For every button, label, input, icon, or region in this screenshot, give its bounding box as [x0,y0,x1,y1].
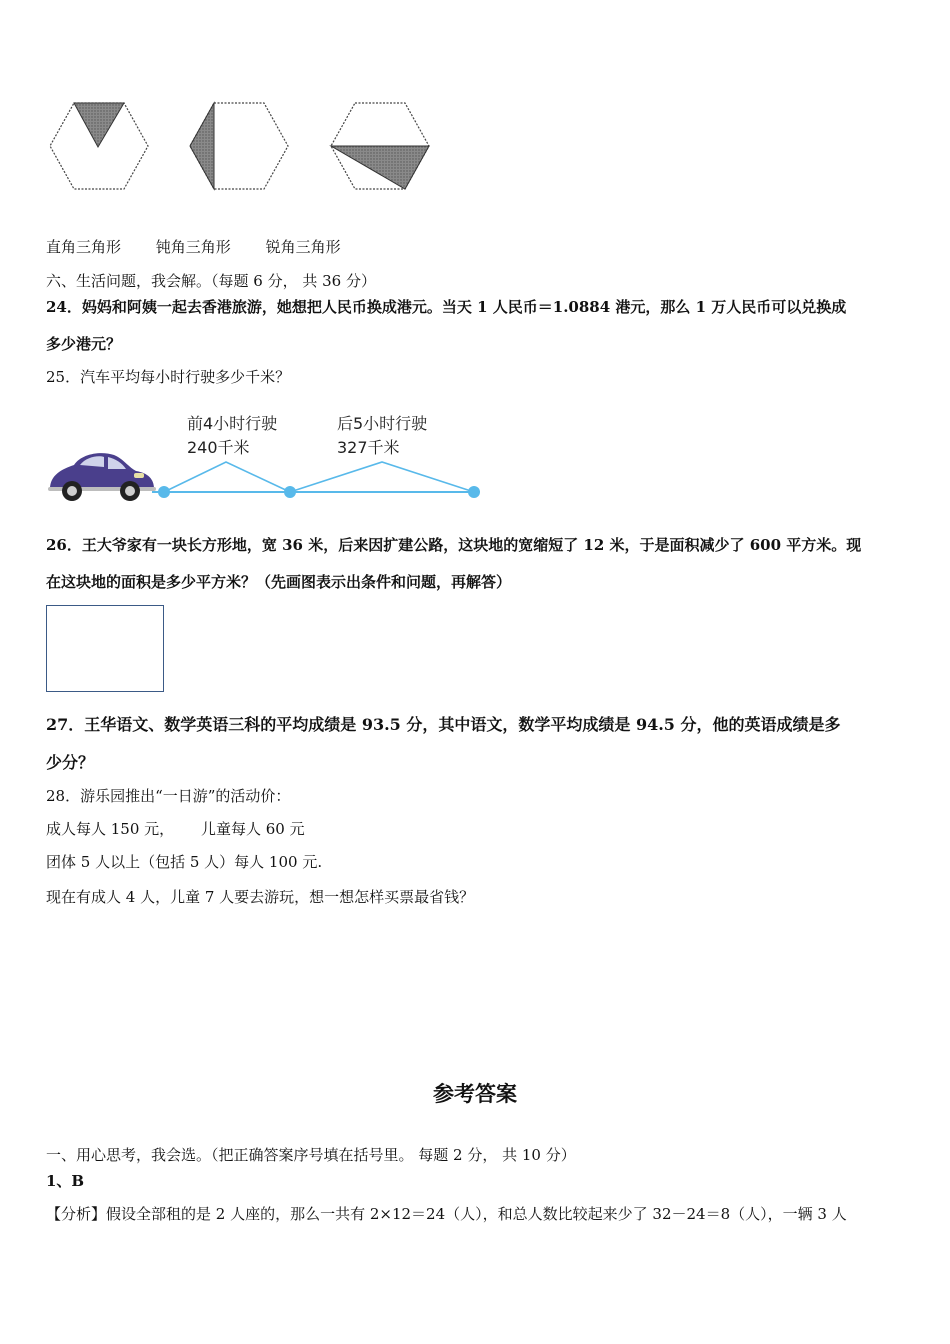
hexagon-label-2: 钝角三角形 [155,238,231,256]
question-25: 25．汽车平均每小时行驶多少千米？ [46,368,291,386]
end-point [468,486,480,498]
question-28-line-2 [46,818,305,839]
middle-point [284,486,296,498]
question-24-line-2: 多少港元？ [46,335,122,353]
car-icon [48,453,156,501]
section-6-heading: 六、生活问题，我会解。（每题 6 分， 共 36 分） [46,272,376,290]
child-price: 儿童每人 60 元 [200,820,305,838]
question-24-line-1: 24．妈妈和阿姨一起去香港旅游，她想把人民币换成港元。当天 1 人民币＝1.0884 港元，那么 1 万人民币可以兑换成 [46,298,847,316]
road-diagram [44,445,494,510]
hexagon-label-1: 直角三角形 [46,238,122,256]
hexagon-3 [331,103,429,189]
drawing-box [46,605,164,692]
question-26-line-2: 在这块地的面积是多少平方米？（先画图表示出条件和问题，再解答） [46,573,512,591]
segment-2-hours: 后5小时行驶 [337,414,428,433]
answers-section-1-heading: 一、用心思考，我会选。（把正确答案序号填在括号里。 每题 2 分， 共 10 分） [46,1146,576,1164]
question-28-line-3: 团体 5 人以上（包括 5 人）每人 100 元. [46,853,323,871]
hexagon-2 [190,103,288,189]
answers-title: 参考答案 [433,1081,517,1106]
question-28-line-4: 现在有成人 4 人，儿童 7 人要去游玩，想一想怎样买票最省钱？ [46,888,475,906]
adult-price: 成人每人 150 元， [46,820,175,838]
answer-1-analysis: 【分析】假设全部租的是 2 人座的，那么一共有 2×12＝24（人），和总人数比较起来少了 32－24＝8（人），一辆 3 人 [46,1205,847,1223]
segment-1-brace [164,462,290,492]
segment-2-distance: 327千米 [337,438,400,457]
hexagon-labels [46,236,371,257]
hexagon-figures [40,95,460,200]
question-28-line-1: 28．游乐园推出“一日游”的活动价： [46,787,291,805]
start-point [158,486,170,498]
hexagon-1 [50,103,148,189]
answer-1: 1、B [46,1172,85,1190]
hexagon-label-3: 锐角三角形 [265,238,341,256]
question-27-line-1: 27．王华语文、数学英语三科的平均成绩是 93.5 分，其中语文，数学平均成绩是 94.5 分，他的英语成绩是多 [46,715,841,734]
question-26-line-1: 26．王大爷家有一块长方形地，宽 36 米，后来因扩建公路，这块地的宽缩短了 12 米，于是面积减少了 600 平方米。现 [46,536,862,554]
segment-2-brace [290,462,474,492]
question-27-line-2: 少分？ [46,753,95,772]
segment-1-distance: 240千米 [187,438,250,457]
segment-1-hours: 前4小时行驶 [187,414,278,433]
